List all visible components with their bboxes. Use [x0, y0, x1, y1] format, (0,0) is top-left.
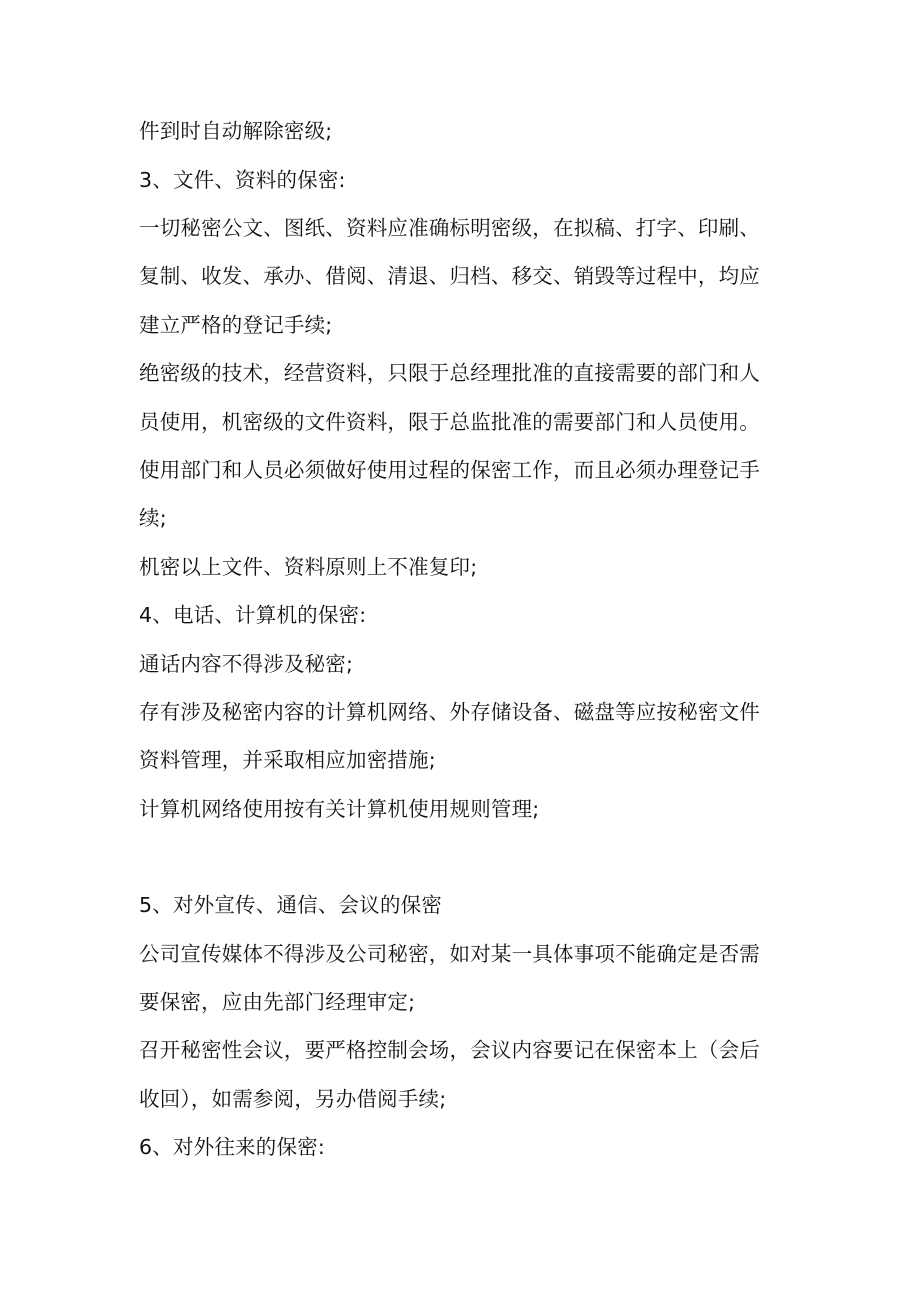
text-line: 件到时自动解除密级; [139, 119, 333, 143]
text-line: 通话内容不得涉及秘密; [139, 652, 354, 676]
text-line: 续; [139, 506, 167, 530]
text-line: 召开秘密性会议，要严格控制会场，会议内容要记在保密本上（会后 [139, 1038, 760, 1062]
text-line: 资料管理，并采取相应加密措施; [139, 748, 436, 772]
section-heading: 3、文件、资料的保密: [139, 168, 346, 192]
text-line: 存有涉及秘密内容的计算机网络、外存储设备、磁盘等应按秘密文件 [139, 700, 760, 724]
text-line: 机密以上文件、资料原则上不准复印; [139, 555, 478, 579]
text-line: 员使用，机密级的文件资料，限于总监批准的需要部门和人员使用。 [139, 410, 760, 434]
text-line: 要保密，应由先部门经理审定; [139, 990, 416, 1014]
section-heading: 5、对外宣传、通信、会议的保密 [139, 893, 443, 917]
text-line: 建立严格的登记手续; [139, 313, 333, 337]
text-line: 复制、收发、承办、借阅、清退、归档、移交、销毁等过程中，均应 [139, 264, 760, 288]
text-line: 计算机网络使用按有关计算机使用规则管理; [139, 797, 540, 821]
text-line: 使用部门和人员必须做好使用过程的保密工作，而且必须办理登记手 [139, 458, 760, 482]
section-heading: 4、电话、计算机的保密: [139, 603, 367, 627]
text-line: 公司宣传媒体不得涉及公司秘密，如对某一具体事项不能确定是否需 [139, 942, 760, 966]
text-line: 一切秘密公文、图纸、资料应准确标明密级，在拟稿、打字、印刷、 [139, 216, 760, 240]
text-line: 绝密级的技术，经营资料，只限于总经理批准的直接需要的部门和人 [139, 361, 760, 385]
text-line: 收回），如需参阅，另办借阅手续; [139, 1087, 447, 1111]
section-heading: 6、对外往来的保密: [139, 1135, 325, 1159]
